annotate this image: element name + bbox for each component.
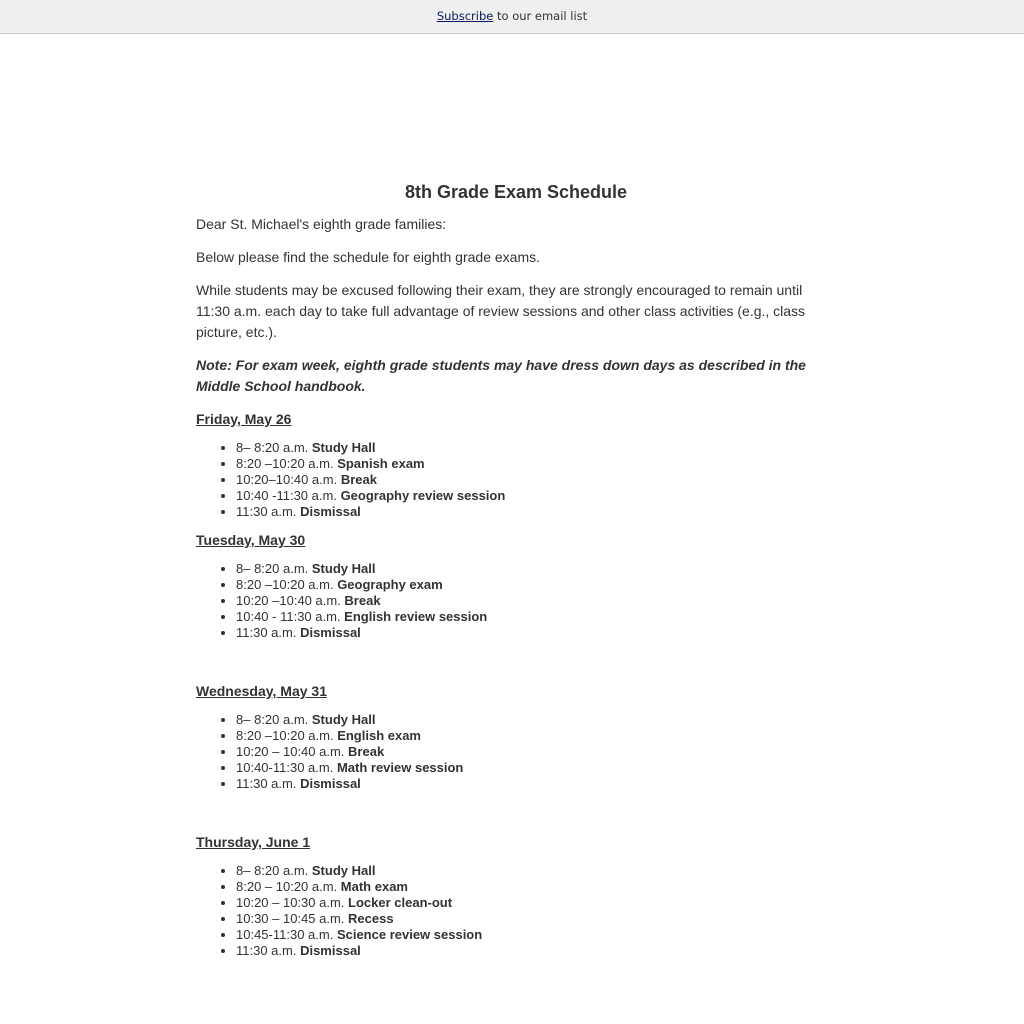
day-heading: Tuesday, May 30 [196, 532, 306, 548]
time-text: 10:30 – 10:45 a.m. [236, 911, 345, 926]
subscribe-link[interactable]: Subscribe [436, 9, 494, 23]
activity-text: Break [340, 472, 377, 487]
time-text: 10:45-11:30 a.m. [236, 927, 337, 942]
list-item [236, 895, 836, 911]
time-text: 11:30 a.m. [236, 504, 297, 519]
time-text: 8– 8:20 a.m. [236, 561, 312, 576]
activity-text: Science review session [336, 927, 483, 942]
activity-text: Break [344, 593, 381, 608]
activity-text: Dismissal [300, 625, 361, 640]
time-text: 10:20 –10:40 a.m. [236, 593, 345, 608]
time-text: 8– 8:20 a.m. [236, 440, 312, 455]
time-text: 8:20 –10:20 a.m. [236, 456, 338, 471]
activity-text: Dismissal [300, 943, 361, 958]
schedule-list [196, 561, 836, 641]
list-item [236, 712, 836, 728]
main-content [196, 178, 836, 969]
list-item [236, 456, 836, 472]
activity-text: Math exam [340, 879, 408, 894]
list-item [236, 561, 836, 577]
time-text: 8– 8:20 a.m. [236, 712, 312, 727]
activity-text: Geography review session [340, 488, 506, 503]
intro-text: Below please find the schedule for eighth grade exams. [196, 249, 540, 265]
activity-text: Dismissal [300, 776, 361, 791]
subscribe-bar [0, 0, 1024, 34]
time-text: 10:20 – 10:30 a.m. [236, 895, 349, 910]
activity-text: Study Hall [311, 712, 376, 727]
activity-text: Study Hall [311, 561, 376, 576]
list-item [236, 943, 836, 959]
list-item [236, 760, 836, 776]
list-item [236, 776, 836, 792]
subscribe-bar-text: to our email list [493, 9, 588, 23]
activity-text: Geography exam [337, 577, 443, 592]
activity-text: Break [348, 744, 385, 759]
time-text: 8:20 – 10:20 a.m. [236, 879, 341, 894]
time-text: 10:40 - 11:30 a.m. [236, 609, 345, 624]
time-text: 8:20 –10:20 a.m. [236, 728, 338, 743]
list-item [236, 625, 836, 641]
time-text: 10:40-11:30 a.m. [236, 760, 337, 775]
activity-text: Spanish exam [337, 456, 425, 471]
activity-text: Recess [348, 911, 394, 926]
activity-text: Math review session [336, 760, 464, 775]
activity-text: English review session [344, 609, 488, 624]
activity-text: Dismissal [300, 504, 361, 519]
page-title: 8th Grade Exam Schedule [404, 182, 628, 202]
list-item [236, 488, 836, 504]
greeting-text: Dear St. Michael's eighth grade families: [196, 216, 447, 232]
time-text: 10:40 -11:30 a.m. [236, 488, 337, 503]
list-item [236, 577, 836, 593]
list-item [236, 472, 836, 488]
time-text: 8– 8:20 a.m. [236, 863, 312, 878]
schedule-list [196, 863, 836, 959]
body-text: While students may be excused following their exam, they are strongly encouraged to remain until 11:30 a.m. each day to take full advantage of review sessions and other class activities (e.g., class picture, etc.). [196, 282, 806, 340]
day-section-thursday [196, 832, 836, 959]
time-text: 8:20 –10:20 a.m. [236, 577, 338, 592]
section-spacer [196, 651, 836, 681]
list-item [236, 927, 836, 943]
time-text: 11:30 a.m. [236, 943, 301, 958]
day-heading: Wednesday, May 31 [196, 683, 327, 699]
time-text: 11:30 a.m. [236, 776, 301, 791]
day-heading: Friday, May 26 [196, 411, 292, 427]
list-item [236, 879, 836, 895]
day-section-wednesday [196, 681, 836, 792]
list-item [236, 863, 836, 879]
time-text: 10:20–10:40 a.m. [236, 472, 341, 487]
section-spacer [196, 802, 836, 832]
schedule-list [196, 712, 836, 792]
day-section-tuesday [196, 530, 836, 641]
activity-text: Study Hall [311, 440, 376, 455]
list-item [236, 440, 836, 456]
time-text: 11:30 a.m. [236, 625, 301, 640]
schedule-list [196, 440, 836, 520]
time-text: 10:20 – 10:40 a.m. [236, 744, 349, 759]
day-heading: Thursday, June 1 [196, 834, 311, 850]
list-item [236, 593, 836, 609]
list-item [236, 504, 836, 520]
activity-text: English exam [337, 728, 421, 743]
list-item [236, 911, 836, 927]
list-item [236, 728, 836, 744]
note-text: Note: For exam week, eighth grade students may have dress down days as described in the Middle School handbook. [196, 357, 806, 394]
activity-text: Study Hall [311, 863, 376, 878]
day-section-friday [196, 409, 836, 520]
list-item [236, 609, 836, 625]
activity-text: Locker clean-out [348, 895, 453, 910]
list-item [236, 744, 836, 760]
